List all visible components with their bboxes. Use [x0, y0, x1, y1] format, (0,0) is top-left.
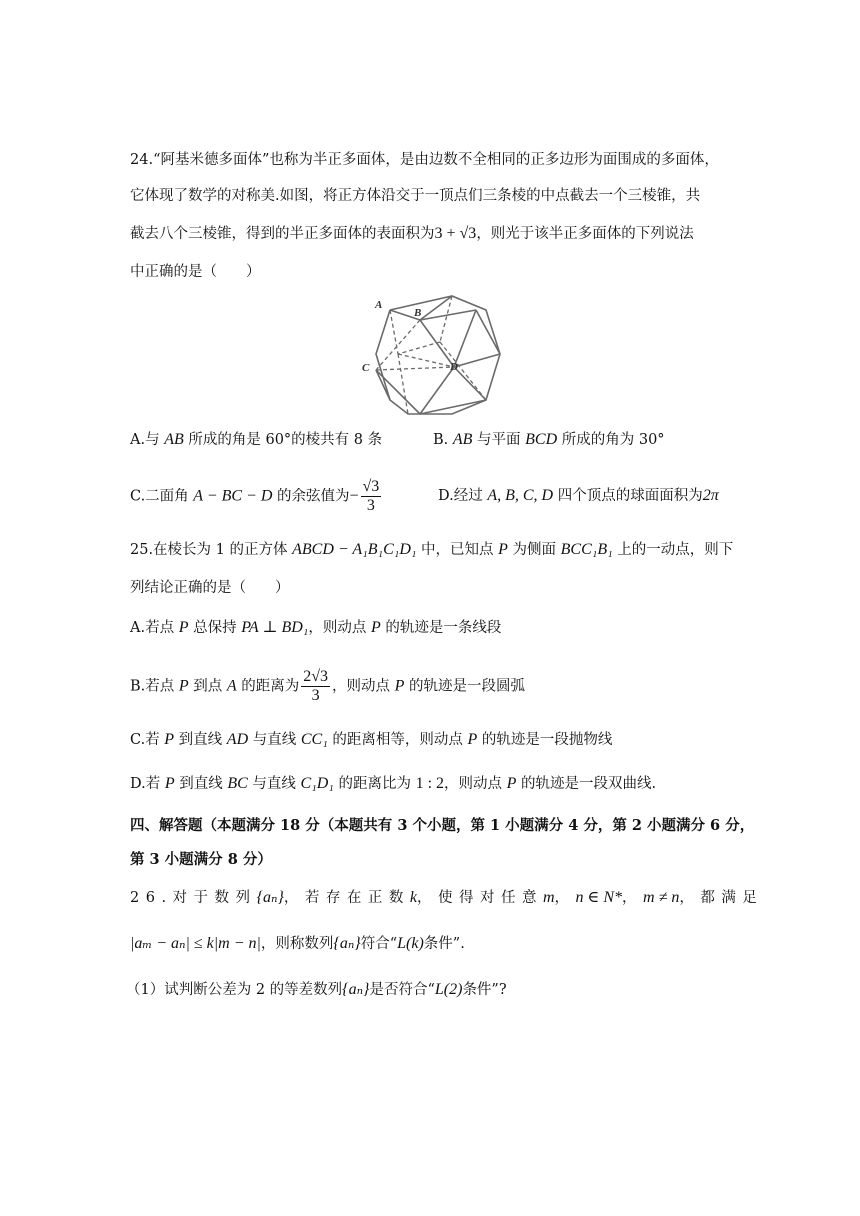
q25-option-d-post: 的轨迹是一段双曲线.: [516, 776, 657, 792]
q25-text-1-mid: 中，已知点: [416, 542, 499, 558]
q25-cube: ABCD − A₁B₁C₁D₁: [292, 541, 417, 558]
q25-option-a-math: PA ⊥ BD₁: [241, 619, 309, 636]
q24-option-a-math: AB: [164, 431, 184, 448]
q25-option-b-mid: 到点: [188, 678, 227, 695]
figure-label-d: D: [450, 361, 458, 373]
q26-part-1-pre: （1）试判断公差为 2 的等差数列: [126, 982, 343, 998]
q25-option-d-mid2: 与直线: [247, 776, 301, 792]
q24-text-4: 中正确的是（ ）: [130, 264, 261, 280]
hidden-center-mid: [398, 342, 440, 354]
q25-option-b-fraction: [301, 668, 330, 705]
q24-option-a: [130, 430, 382, 450]
q25-option-c-pre: C.若: [130, 732, 165, 748]
q26-part-1-mid: 是否符合“: [369, 982, 435, 998]
q25-option-d: [130, 774, 656, 794]
q25-option-d-p2: P: [506, 775, 517, 792]
q26-sequence: {aₙ}: [256, 889, 284, 906]
q26-text-2-mid: ，则称数列: [260, 936, 334, 952]
q25-option-b-mid2: 的距离为: [236, 678, 300, 695]
hidden-b-c: [376, 320, 420, 370]
q24-option-c-frac-den: 3: [366, 497, 375, 514]
q26-text-1-mid: ，若存在正数: [283, 890, 410, 906]
q26-m-neq-n: m ≠ n: [643, 889, 680, 906]
q25-option-b-p: P: [178, 677, 189, 695]
figure-label-a: A: [375, 299, 383, 311]
q25-option-c-mid: 到直线: [174, 732, 227, 748]
q26-part-1-sequence: {aₙ}: [342, 981, 370, 998]
q25-option-d-mid: 到直线: [174, 776, 228, 792]
q26-inequality: |aₘ − aₙ| ≤ k|m − n|: [130, 935, 261, 952]
q25-option-b-frac-den: 3: [311, 687, 320, 704]
q26-line-1: [130, 888, 763, 908]
q25-option-b-mid3: ，则动点: [332, 678, 395, 695]
q24-option-b-math2: BCD: [525, 431, 558, 448]
q24-text-1: “阿基米德多面体”也称为半正多面体，是由边数不全相同的正多边形为面围成的多面体，: [153, 152, 719, 168]
q25-text-1-post: 上的一动点，则下: [612, 542, 734, 558]
q24-option-d: [438, 486, 719, 506]
q25-option-c-mid3: 的距离相等，则动点: [327, 732, 468, 748]
q25-option-c-p: P: [164, 731, 175, 748]
q24-surface-area: 3 + √3: [434, 225, 477, 242]
q25-option-d-pre: D.若: [130, 776, 165, 792]
q25-option-d-line1: BC: [227, 775, 248, 792]
q24-line-2: [130, 186, 700, 206]
cuboctahedron-figure: [358, 292, 508, 417]
q25-option-b-frac-num: 2√3: [303, 668, 329, 685]
q25-option-b-p2: P: [394, 677, 405, 695]
edge-d-right: [454, 354, 500, 367]
q25-text-2: 列结论正确的是（ ）: [130, 580, 290, 596]
q26-text-2-post: 符合“: [360, 936, 398, 952]
q24-option-d-pre: D.经过: [438, 488, 488, 504]
q25-option-b: [130, 668, 525, 705]
q26-text-2-end: 条件”.: [423, 936, 465, 952]
q25-option-a-mid: 总保持: [188, 620, 242, 636]
section-4-heading-2: [130, 850, 272, 870]
q25-option-a-p: P: [178, 619, 189, 636]
q25-option-c-post: 的轨迹是一段抛物线: [477, 732, 613, 748]
q25-option-a: [130, 618, 501, 638]
q24-text-3-post: ，则光于该半正多面体的下列说法: [476, 226, 694, 242]
q25-point: P: [498, 541, 508, 558]
figure-hidden-edges: [376, 296, 486, 414]
q24-option-c-fraction: [361, 478, 382, 515]
q26-sequence-2: {aₙ}: [333, 935, 361, 952]
q26-m: m: [542, 889, 555, 906]
q24-option-a-pre: A.与: [130, 432, 165, 448]
q25-option-a-p2: P: [370, 619, 381, 636]
hidden-a-mid: [390, 310, 398, 354]
q26-line-2: [130, 934, 465, 954]
q25-option-d-line2: C₁D₁: [300, 775, 334, 792]
q25-text-1-mid2: 为侧面: [507, 542, 561, 558]
q26-part-1-condition: L(2): [434, 981, 463, 998]
q24-option-c-frac-num: √3: [362, 478, 380, 495]
figure-label-c: C: [362, 362, 370, 374]
hidden-c-d: [376, 367, 454, 370]
q25-option-d-mid4: ，则动点: [444, 776, 507, 792]
q25-text-1-pre: 25.在棱长为 1 的正方体: [130, 542, 293, 558]
q24-line-4: [130, 262, 261, 282]
figure-solid-edges: [376, 296, 500, 414]
q25-option-d-mid3: 的距离比为: [333, 776, 416, 792]
q25-option-a-pre: A.若点: [130, 620, 179, 636]
section-4-line-1: 四、解答题（本题满分 18 分（本题共有 3 个小题，第 1 小题满分 4 分，第 2 小题满分 6 分，: [130, 817, 755, 834]
q26-text-1-mid2: ，使得对任意: [416, 890, 543, 906]
edge-bottom: [420, 400, 486, 414]
edge-d-bottom-right: [454, 367, 486, 400]
q26-text-1-post: ，都满足: [679, 890, 764, 906]
hidden-mid-bottom: [398, 354, 408, 414]
hidden-center-bottom: [440, 342, 486, 400]
q24-option-c-math: A − BC − D: [193, 487, 273, 505]
q25-option-c-line1: AD: [226, 731, 249, 748]
q25-option-b-a: A: [226, 677, 237, 695]
q24-text-2: 它体现了数学的对称美.如图，将正方体沿交于一顶点们三条棱的中点截去一个三棱锥，共: [130, 188, 701, 204]
q26-text-1-pre: 26.对于数列: [130, 890, 257, 906]
q25-option-b-post: 的轨迹是一段圆弧: [404, 678, 526, 695]
q25-option-a-mid2: ，则动点: [308, 620, 371, 636]
q24-option-c-pre: C.二面角: [130, 488, 194, 505]
q25-option-c-mid2: 与直线: [248, 732, 301, 748]
q24-option-b-pre: B.: [433, 432, 453, 448]
q25-option-d-p: P: [164, 775, 175, 792]
q25-option-d-ratio: 1 : 2: [415, 775, 445, 792]
q26-part-1-end: 条件”?: [462, 982, 507, 998]
q25-option-c: [130, 730, 612, 750]
q24-line-3: [130, 224, 694, 244]
q24-option-c-mid: 的余弦值为: [272, 488, 350, 505]
figure-label-b: B: [414, 307, 422, 319]
q24-option-d-math: A, B, C, D: [487, 487, 554, 504]
q26-k: k: [409, 889, 417, 906]
q26-part-1: [126, 980, 507, 1000]
edge-c-bottom: [376, 370, 420, 414]
q24-number: 24.: [130, 152, 154, 168]
q24-option-b-mid: 与平面: [472, 432, 526, 448]
edge-right-d: [454, 310, 476, 367]
edge-d-bottom: [420, 367, 454, 414]
q24-option-d-value: 2π: [702, 487, 719, 504]
q25-line-1: [130, 540, 733, 560]
q26-condition: L(k): [397, 935, 424, 952]
q25-option-a-post: 的轨迹是一条线段: [380, 620, 502, 636]
section-4-heading: [130, 816, 754, 836]
q24-option-b-post: 所成的角为 30°: [557, 432, 665, 448]
q24-option-a-post: 所成的角是 60°的棱共有 8 条: [183, 432, 383, 448]
section-4-line-2: 第 3 小题满分 8 分）: [130, 851, 272, 868]
q25-option-b-pre: B.若点: [130, 678, 179, 695]
q25-option-c-p2: P: [467, 731, 478, 748]
q25-option-c-line2: CC₁: [300, 731, 328, 748]
q24-line-1: [130, 150, 719, 170]
q24-text-3-pre: 截去八个三棱锥，得到的半正多面体的表面积为: [130, 226, 435, 242]
q26-n-set: n ∈ N*: [575, 889, 623, 906]
q24-option-b: [433, 430, 665, 450]
q25-line-2: [130, 578, 290, 598]
q24-option-c: C.二面角 A − BC − D 的余弦值为− $\frac{√3}{3}$: [130, 478, 380, 514]
q26-sep2: ，: [622, 890, 644, 906]
q24-option-d-mid: 四个顶点的球面面积为: [553, 488, 703, 504]
q26-sep: ，: [554, 890, 576, 906]
q24-option-b-math1: AB: [452, 431, 473, 448]
q25-face: BCC₁B₁: [560, 541, 613, 558]
